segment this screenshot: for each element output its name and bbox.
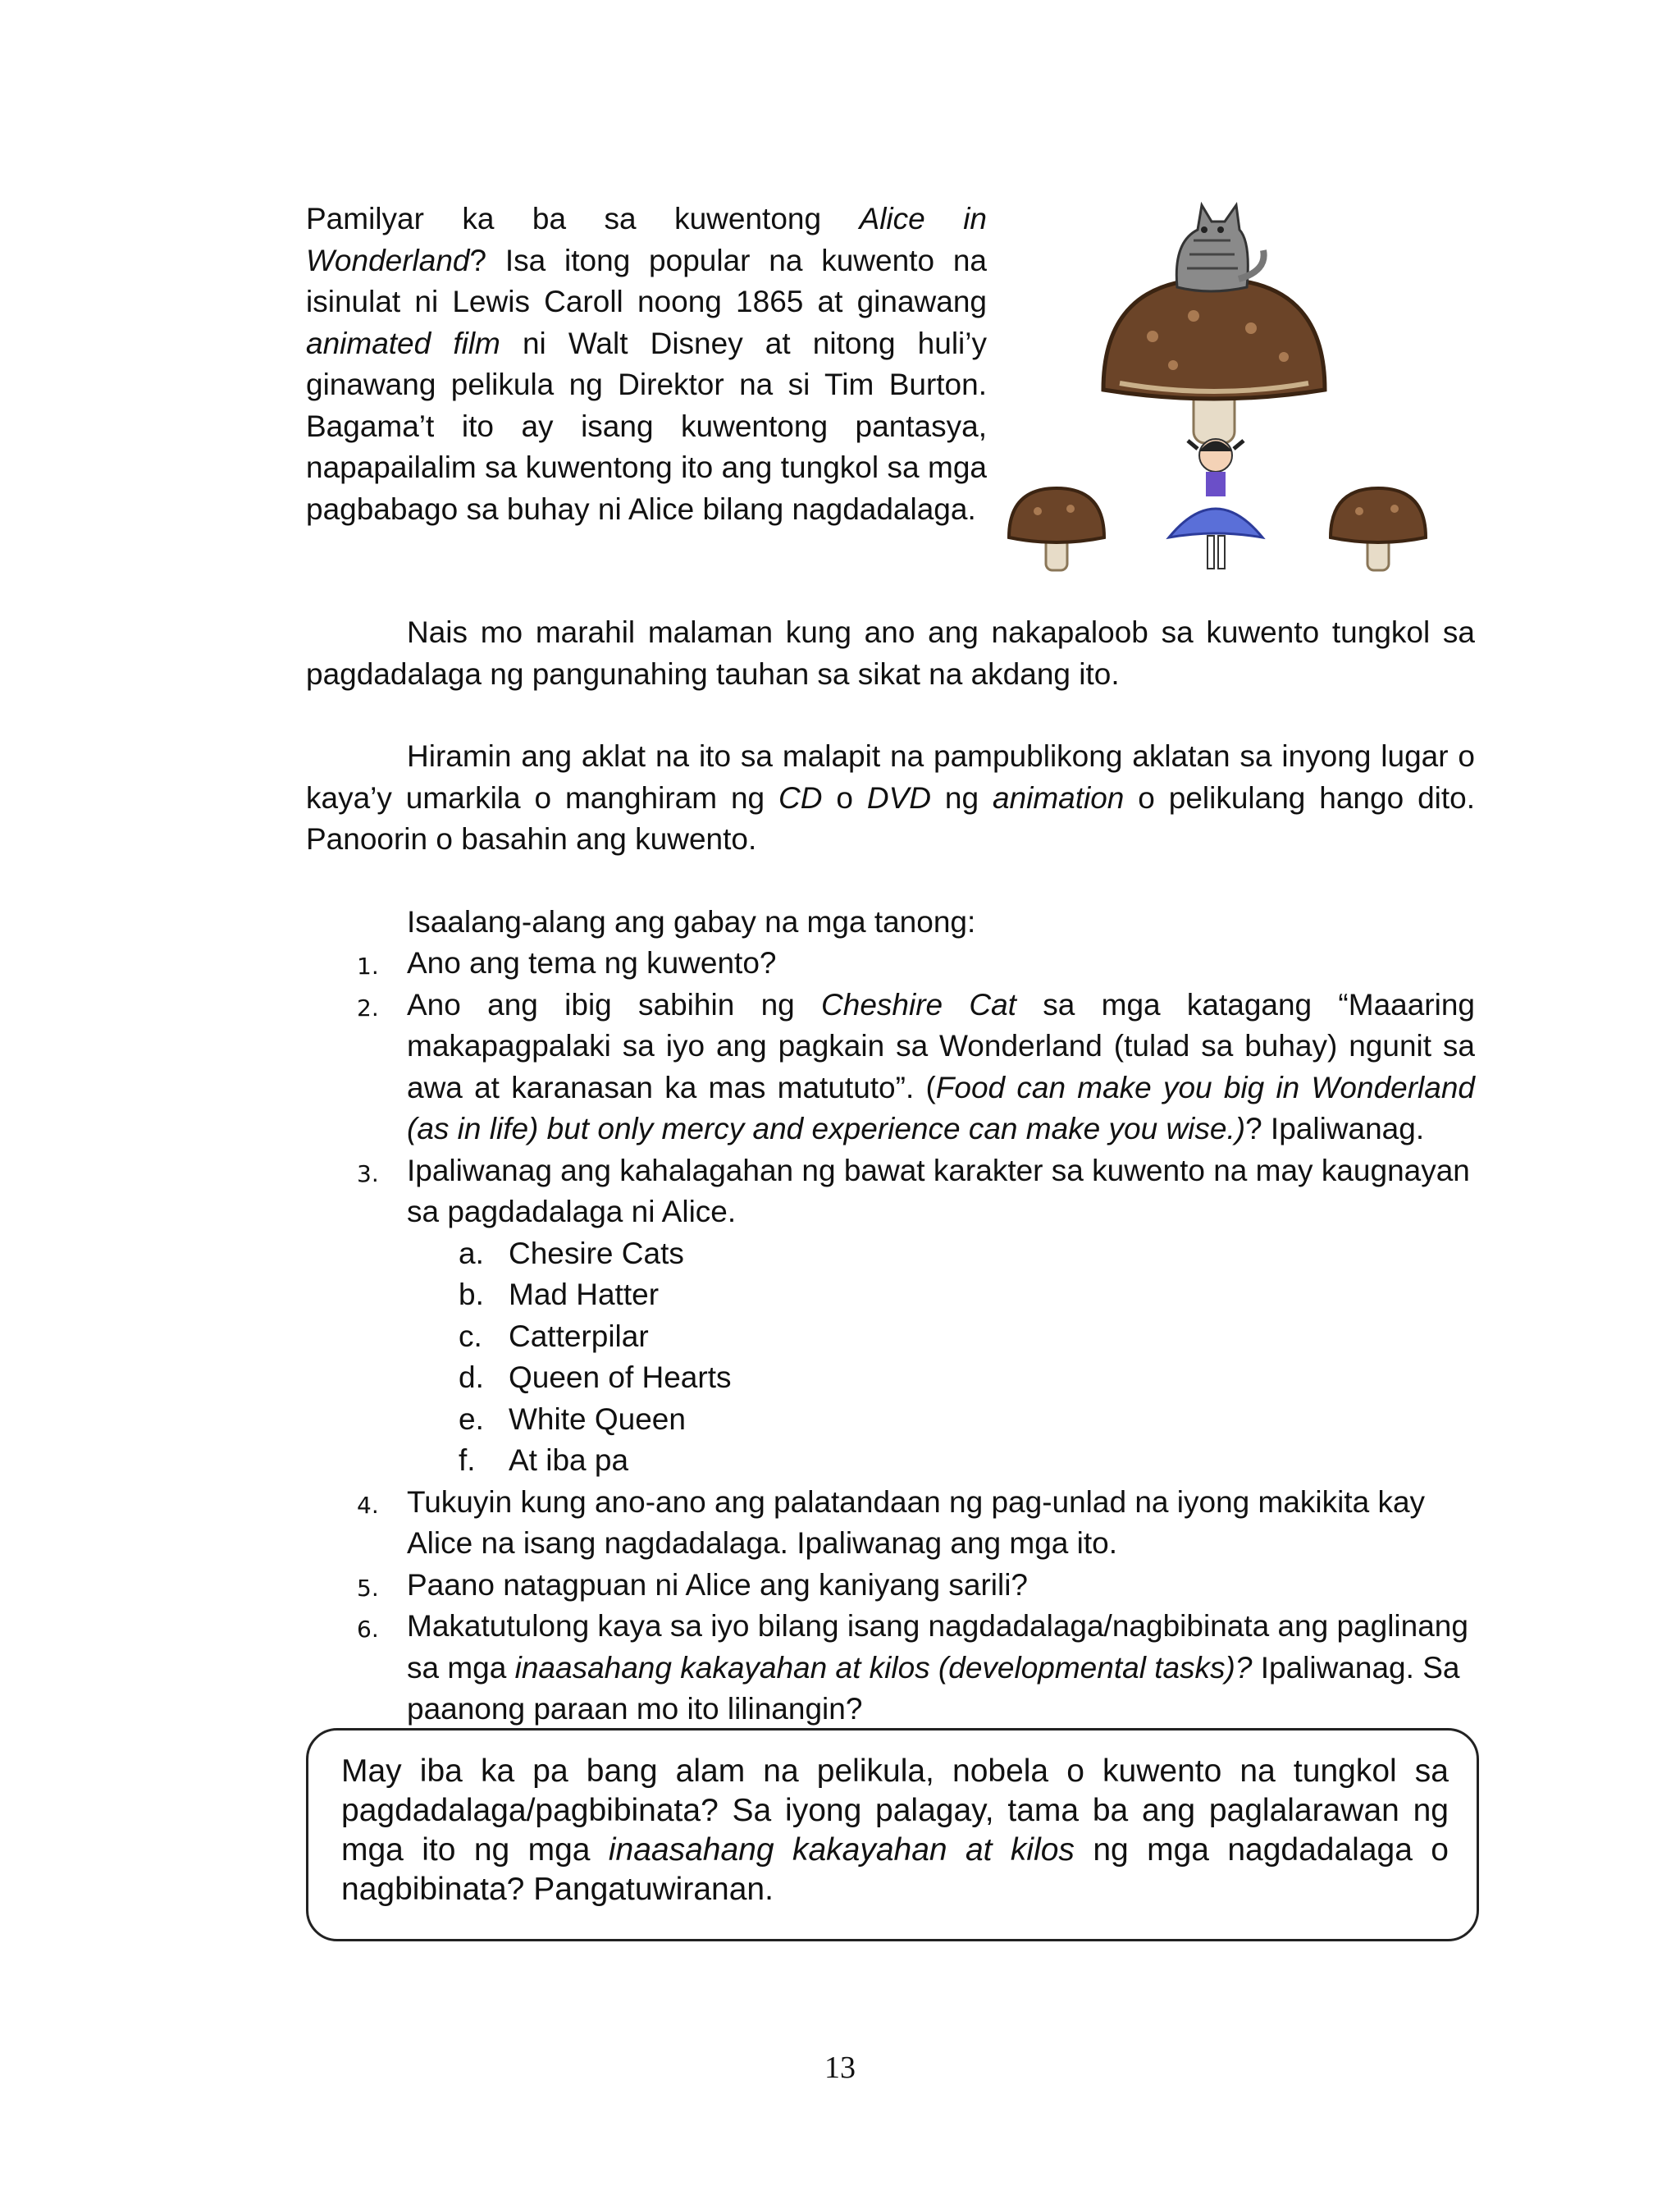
question-number: 4. [357, 1491, 379, 1519]
question-item-1 [306, 943, 1475, 985]
character-sublist [407, 1233, 1475, 1482]
cheshire-cat-icon [1176, 205, 1263, 291]
question-text: Ano ang ibig sabihin ng Cheshire Cat sa mga katagang “Maaaring makapagpalaki sa iyo ang pagkain sa Wonderland (tulad sa buhay) ngunit sa awa at karanasan ka mas matututo”. (Food can make you big in Wonderland (as in life) but only mercy and experience can make you wise.)? Ipaliwanag. [407, 987, 1475, 1145]
question-number: 6. [357, 1616, 379, 1643]
question-text: Paano natagpuan ni Alice ang kaniyang sarili? [407, 1567, 1029, 1602]
intro-animated-film-italic: animated film [306, 326, 500, 360]
question-item-5 [306, 1565, 1475, 1607]
intro-paragraph [306, 199, 987, 530]
sub-item: e. White Queen [459, 1401, 686, 1436]
question-text: Tukuyin kung ano-ano ang palatandaan ng pag-unlad na iyong makikita kay Alice na isang nagdadalaga. Ipaliwanag ang mga ito. [407, 1484, 1426, 1560]
alice-mushroom-illustration [1005, 193, 1440, 603]
question-item-6 [306, 1606, 1475, 1731]
page-number: 13 [824, 2051, 856, 2085]
reflection-box [306, 1728, 1479, 1941]
question-number: 2. [357, 994, 379, 1022]
intro-text: ? Isa itong popular na kuwento na isinulat ni Lewis Caroll noong 1865 at ginawang [306, 243, 987, 318]
question-text: Ano ang tema ng kuwento? [407, 946, 777, 980]
small-mushroom-right-icon [1331, 488, 1426, 570]
question-text: Ipaliwanag ang kahalagahan ng bawat karakter sa kuwento na may kaugnayan sa pagdadalaga ni Alice. [407, 1153, 1470, 1228]
sub-item: c. Catterpilar [459, 1319, 649, 1353]
alice-girl-icon [1169, 439, 1262, 569]
intro-text: Pamilyar ka ba sa kuwentong [306, 202, 860, 235]
question-text: Makatutulong kaya sa iyo bilang isang nagdadalaga/nagbibinata ang paglinang sa mga inaasahang kakayahan at kilos (developmental tasks)? Ipaliwanag. Sa paanong paraan mo ito lilinangin? [407, 1609, 1468, 1726]
small-mushroom-left-icon [1009, 488, 1104, 570]
question-number: 3. [357, 1159, 379, 1187]
guide-heading: Isaalang-alang ang gabay na mga tanong: [407, 905, 976, 939]
question-item-4 [306, 1482, 1475, 1565]
sub-item: f. At iba pa [459, 1443, 629, 1477]
big-mushroom-icon [1103, 279, 1325, 443]
sub-item: a. Chesire Cats [459, 1236, 684, 1270]
question-item-2 [306, 985, 1475, 1150]
question-number: 5. [357, 1574, 379, 1602]
question-number: 1. [357, 953, 379, 980]
paragraph-nais: Nais mo marahil malaman kung ano ang nakapaloob sa kuwento tungkol sa pagdadalaga ng pangunahing tauhan sa sikat na akdang ito. [306, 615, 1475, 691]
intro-title-italic: Alice in Wonderland [306, 202, 987, 277]
question-item-3 [306, 1150, 1475, 1482]
sub-item: b. Mad Hatter [459, 1278, 660, 1311]
question-list [306, 943, 1475, 1731]
reflection-text: May iba ka pa bang alam na pelikula, nobela o kuwento na tungkol sa pagdadalaga/pagbibinata? Sa iyong palagay, tama ba ang paglalarawan ng mga ito ng mga inaasahang kakayahan at kilos ng mga nagdadalaga o nagbibinata? Pangatuwiranan. [341, 1753, 1449, 1907]
sub-item: d. Queen of Hearts [459, 1360, 732, 1394]
paragraph-hiramin: Hiramin ang aklat na ito sa malapit na pampublikong aklatan sa inyong lugar o kaya’y umarkila o manghiram ng CD o DVD ng animation o pelikulang hango dito. Panoorin o basahin ang kuwento. [306, 739, 1476, 856]
intro-text: ni Walt Disney at nitong huli’y ginawang pelikula ng Direktor na si Tim Burton. Bagama’t ito ay isang kuwentong pantasya, napapailalim sa kuwentong ito ang tungkol sa mga pagbabago sa buhay ni Alice bilang nagdadalaga. [306, 326, 987, 526]
